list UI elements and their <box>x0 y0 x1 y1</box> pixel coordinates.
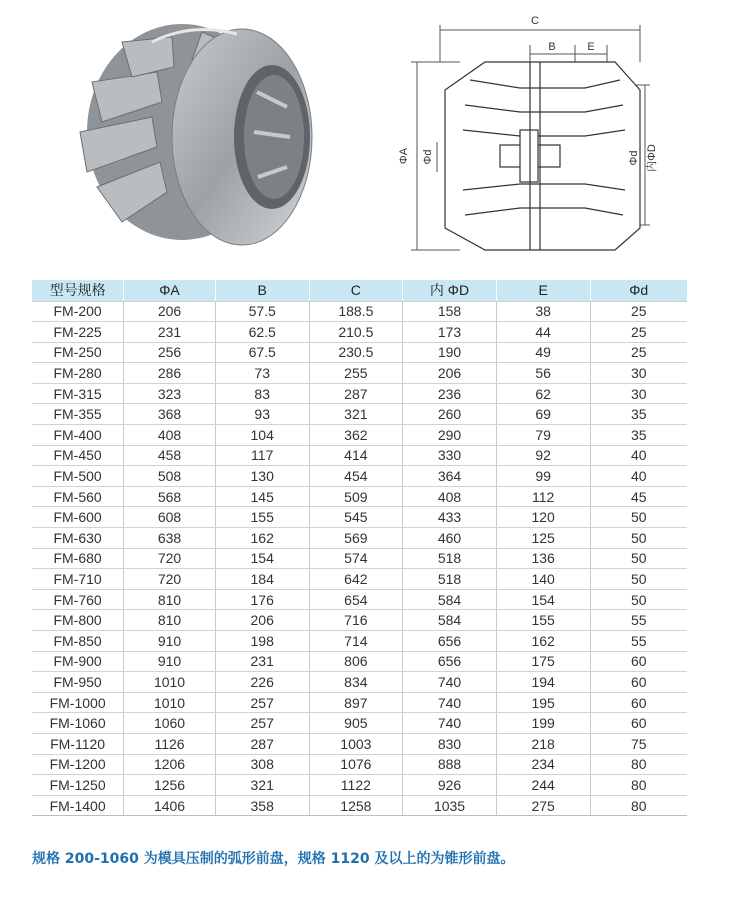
table-cell: 308 <box>215 754 309 775</box>
table-cell: 60 <box>590 713 687 734</box>
table-cell: 40 <box>590 445 687 466</box>
table-cell: 257 <box>215 692 309 713</box>
table-header-row <box>32 280 687 301</box>
label-phi-a: ΦA <box>398 147 410 165</box>
table-cell: 154 <box>215 548 309 569</box>
table-cell: 810 <box>124 589 216 610</box>
dimension-drawing <box>395 10 695 260</box>
table-cell: 888 <box>403 754 497 775</box>
table-row <box>32 733 687 754</box>
table-cell: 321 <box>215 775 309 796</box>
label-c: C <box>531 15 539 27</box>
table-cell: 155 <box>215 507 309 528</box>
table-cell: 926 <box>403 775 497 796</box>
table-row <box>32 486 687 507</box>
table-cell: FM-450 <box>32 445 124 466</box>
table-cell: 256 <box>124 342 216 363</box>
table-cell: 50 <box>590 589 687 610</box>
table-cell: 568 <box>124 486 216 507</box>
table-row <box>32 445 687 466</box>
table-cell: 75 <box>590 733 687 754</box>
table-row <box>32 754 687 775</box>
table-cell: 323 <box>124 383 216 404</box>
table-cell: 740 <box>403 713 497 734</box>
table-cell: FM-250 <box>32 342 124 363</box>
column-header: C <box>309 280 403 301</box>
table-cell: FM-710 <box>32 569 124 590</box>
table-cell: 175 <box>496 651 590 672</box>
table-cell: 545 <box>309 507 403 528</box>
table-cell: 158 <box>403 301 497 322</box>
table-cell: 910 <box>124 651 216 672</box>
table-cell: 408 <box>403 486 497 507</box>
table-cell: 50 <box>590 507 687 528</box>
table-cell: 198 <box>215 631 309 652</box>
table-cell: 656 <box>403 631 497 652</box>
table-row <box>32 610 687 631</box>
table-cell: 120 <box>496 507 590 528</box>
table-cell: 330 <box>403 445 497 466</box>
footnote: 规格 200-1060 为模具压制的弧形前盘，规格 1120 及以上的为锥形前盘。 <box>32 851 515 867</box>
table-cell: 1076 <box>309 754 403 775</box>
table-cell: 49 <box>496 342 590 363</box>
table-cell: FM-1000 <box>32 692 124 713</box>
table-cell: 35 <box>590 404 687 425</box>
table-cell: 740 <box>403 692 497 713</box>
column-header: ΦA <box>124 280 216 301</box>
table-row <box>32 404 687 425</box>
table-cell: 414 <box>309 445 403 466</box>
label-inner-phi-d: 内ΦD <box>646 144 658 172</box>
table-cell: 25 <box>590 342 687 363</box>
table-cell: 368 <box>124 404 216 425</box>
table-cell: 244 <box>496 775 590 796</box>
table-cell: 714 <box>309 631 403 652</box>
table-cell: 1035 <box>403 795 497 816</box>
table-cell: 1010 <box>124 692 216 713</box>
table-row <box>32 301 687 322</box>
table-cell: FM-950 <box>32 672 124 693</box>
table-cell: 155 <box>496 610 590 631</box>
table-cell: 38 <box>496 301 590 322</box>
table-cell: 67.5 <box>215 342 309 363</box>
table-cell: 56 <box>496 363 590 384</box>
table-cell: FM-1200 <box>32 754 124 775</box>
column-header: B <box>215 280 309 301</box>
table-cell: 740 <box>403 672 497 693</box>
table-cell: 117 <box>215 445 309 466</box>
table-cell: 199 <box>496 713 590 734</box>
table-cell: 60 <box>590 672 687 693</box>
table-row <box>32 589 687 610</box>
table-cell: 720 <box>124 569 216 590</box>
table-cell: 226 <box>215 672 309 693</box>
table-cell: 905 <box>309 713 403 734</box>
table-cell: 362 <box>309 425 403 446</box>
table-cell: 60 <box>590 692 687 713</box>
table-cell: 184 <box>215 569 309 590</box>
table-cell: 140 <box>496 569 590 590</box>
table-cell: 62.5 <box>215 322 309 343</box>
table-cell: 50 <box>590 569 687 590</box>
table-cell: 654 <box>309 589 403 610</box>
table-cell: 834 <box>309 672 403 693</box>
table-cell: FM-400 <box>32 425 124 446</box>
table-cell: 80 <box>590 775 687 796</box>
table-cell: 162 <box>496 631 590 652</box>
table-row <box>32 631 687 652</box>
table-body <box>32 301 687 816</box>
table-cell: 1406 <box>124 795 216 816</box>
table-cell: 1258 <box>309 795 403 816</box>
table-cell: 286 <box>124 363 216 384</box>
table-cell: 408 <box>124 425 216 446</box>
table-cell: 83 <box>215 383 309 404</box>
impeller-photo <box>62 12 322 252</box>
table-cell: FM-315 <box>32 383 124 404</box>
table-cell: 608 <box>124 507 216 528</box>
table-cell: 69 <box>496 404 590 425</box>
table-cell: FM-1400 <box>32 795 124 816</box>
table-cell: 206 <box>124 301 216 322</box>
table-cell: 231 <box>215 651 309 672</box>
table-cell: 55 <box>590 610 687 631</box>
table-cell: 80 <box>590 754 687 775</box>
table-cell: 638 <box>124 528 216 549</box>
table-cell: 35 <box>590 425 687 446</box>
table-cell: 93 <box>215 404 309 425</box>
table-row <box>32 507 687 528</box>
table-cell: 60 <box>590 651 687 672</box>
table-cell: FM-1060 <box>32 713 124 734</box>
table-cell: FM-600 <box>32 507 124 528</box>
table-cell: 1060 <box>124 713 216 734</box>
table-cell: FM-760 <box>32 589 124 610</box>
table-cell: 656 <box>403 651 497 672</box>
table-cell: 25 <box>590 322 687 343</box>
table-row <box>32 528 687 549</box>
table-cell: 810 <box>124 610 216 631</box>
table-cell: 458 <box>124 445 216 466</box>
table-cell: 173 <box>403 322 497 343</box>
table-cell: 321 <box>309 404 403 425</box>
table-cell: 130 <box>215 466 309 487</box>
table-cell: 136 <box>496 548 590 569</box>
label-phi-d-right: Φd <box>628 150 640 166</box>
table-cell: 25 <box>590 301 687 322</box>
label-e: E <box>587 41 595 53</box>
table-cell: 1003 <box>309 733 403 754</box>
table-cell: 55 <box>590 631 687 652</box>
table-cell: 508 <box>124 466 216 487</box>
table-cell: 99 <box>496 466 590 487</box>
table-cell: 255 <box>309 363 403 384</box>
table-cell: 176 <box>215 589 309 610</box>
table-cell: 206 <box>403 363 497 384</box>
table-cell: FM-630 <box>32 528 124 549</box>
table-row <box>32 775 687 796</box>
table-row <box>32 383 687 404</box>
table-cell: 433 <box>403 507 497 528</box>
table-cell: 584 <box>403 610 497 631</box>
table-cell: 275 <box>496 795 590 816</box>
table-cell: 44 <box>496 322 590 343</box>
table-cell: 45 <box>590 486 687 507</box>
table-cell: FM-355 <box>32 404 124 425</box>
table-cell: 50 <box>590 528 687 549</box>
table-cell: 194 <box>496 672 590 693</box>
table-cell: FM-900 <box>32 651 124 672</box>
table-cell: 518 <box>403 548 497 569</box>
table-row <box>32 713 687 734</box>
table-cell: 195 <box>496 692 590 713</box>
table-row <box>32 651 687 672</box>
table-cell: FM-500 <box>32 466 124 487</box>
table-cell: 57.5 <box>215 301 309 322</box>
table-cell: 1256 <box>124 775 216 796</box>
table-cell: 287 <box>309 383 403 404</box>
table-cell: FM-200 <box>32 301 124 322</box>
table-cell: 830 <box>403 733 497 754</box>
table-cell: 290 <box>403 425 497 446</box>
label-phi-d-left: Φd <box>422 149 434 165</box>
table-cell: 518 <box>403 569 497 590</box>
table-cell: 125 <box>496 528 590 549</box>
table-cell: 30 <box>590 363 687 384</box>
table-cell: 230.5 <box>309 342 403 363</box>
column-header: 型号规格 <box>32 280 124 301</box>
table-cell: 897 <box>309 692 403 713</box>
table-cell: 364 <box>403 466 497 487</box>
table-row <box>32 672 687 693</box>
table-cell: FM-850 <box>32 631 124 652</box>
table-row <box>32 795 687 816</box>
table-cell: 79 <box>496 425 590 446</box>
table-cell: FM-225 <box>32 322 124 343</box>
table-cell: 642 <box>309 569 403 590</box>
table-cell: 73 <box>215 363 309 384</box>
table-cell: 162 <box>215 528 309 549</box>
table-cell: 50 <box>590 548 687 569</box>
table-cell: 154 <box>496 589 590 610</box>
table-cell: 574 <box>309 548 403 569</box>
table-cell: 569 <box>309 528 403 549</box>
table-cell: 30 <box>590 383 687 404</box>
column-header: Φd <box>590 280 687 301</box>
table-cell: 1206 <box>124 754 216 775</box>
table-cell: 257 <box>215 713 309 734</box>
table-row <box>32 322 687 343</box>
table-row <box>32 425 687 446</box>
label-b: B <box>548 41 556 53</box>
table-cell: FM-280 <box>32 363 124 384</box>
table-cell: 62 <box>496 383 590 404</box>
table-cell: 231 <box>124 322 216 343</box>
table-cell: 218 <box>496 733 590 754</box>
table-cell: 720 <box>124 548 216 569</box>
table-cell: 358 <box>215 795 309 816</box>
table-cell: 806 <box>309 651 403 672</box>
table-cell: 104 <box>215 425 309 446</box>
table-cell: 236 <box>403 383 497 404</box>
table-cell: FM-800 <box>32 610 124 631</box>
table-row <box>32 342 687 363</box>
table-cell: FM-560 <box>32 486 124 507</box>
column-header: 内 ΦD <box>403 280 497 301</box>
table-cell: 454 <box>309 466 403 487</box>
table-cell: 260 <box>403 404 497 425</box>
column-header: E <box>496 280 590 301</box>
table-cell: FM-1120 <box>32 733 124 754</box>
table-cell: 190 <box>403 342 497 363</box>
table-cell: FM-1250 <box>32 775 124 796</box>
table-cell: 92 <box>496 445 590 466</box>
table-cell: 206 <box>215 610 309 631</box>
table-cell: 234 <box>496 754 590 775</box>
table-cell: 287 <box>215 733 309 754</box>
table-cell: 1122 <box>309 775 403 796</box>
spec-table <box>32 280 687 816</box>
table-cell: 210.5 <box>309 322 403 343</box>
table-cell: 145 <box>215 486 309 507</box>
table-cell: 188.5 <box>309 301 403 322</box>
table-cell: 509 <box>309 486 403 507</box>
table-row <box>32 692 687 713</box>
table-cell: 1126 <box>124 733 216 754</box>
table-cell: 910 <box>124 631 216 652</box>
table-row <box>32 363 687 384</box>
table-cell: 460 <box>403 528 497 549</box>
table-cell: 1010 <box>124 672 216 693</box>
table-cell: 80 <box>590 795 687 816</box>
table-cell: FM-680 <box>32 548 124 569</box>
table-row <box>32 548 687 569</box>
table-cell: 40 <box>590 466 687 487</box>
table-cell: 112 <box>496 486 590 507</box>
table-row <box>32 569 687 590</box>
table-row <box>32 466 687 487</box>
table-cell: 584 <box>403 589 497 610</box>
table-cell: 716 <box>309 610 403 631</box>
